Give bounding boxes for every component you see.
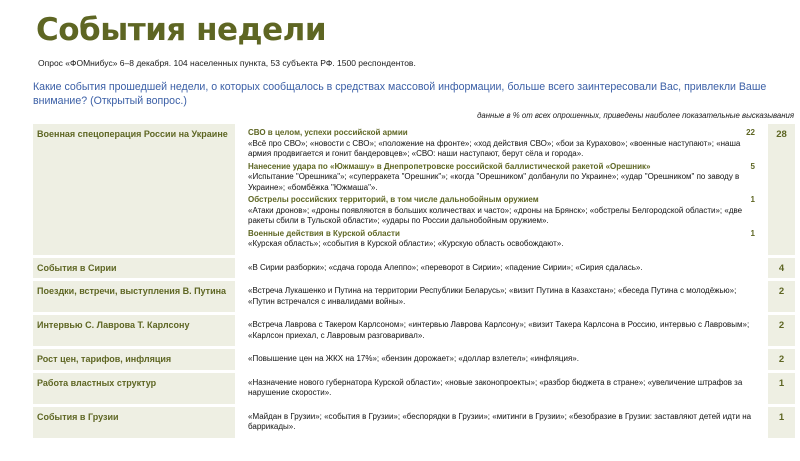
category-quotes: «В Сирии разборки»; «сдача города Алеппо»; «переворот в Сирии»; «падение Сирии»; «Сирия сдалась».: [248, 262, 643, 272]
category-quotes: «Встреча Лукашенко и Путина на территории Республики Беларусь»; «визит Путина в Казахстан»; «беседа Путина с молодёжью»; «Путин встречался с инвалидами войны».: [248, 286, 737, 306]
category-label: События в Грузии: [33, 407, 238, 438]
category-details: [238, 124, 765, 255]
subcategory-quotes: «Атаки дронов»; «дроны появляются в больших количествах и часто»; «дроны на Брянск»; «обстрелы Белгородской области»; «две ракеты сбили в Тульской области»; «удары по России дальнобойным оружием».: [248, 205, 743, 225]
category-label: Военная спецоперация России на Украине: [33, 124, 238, 255]
category-quotes: «Повышение цен на ЖКХ на 17%»; «бензин дорожает»; «доллар взлетел»; «инфляция».: [248, 354, 579, 363]
subcategory-title: Военные действия в Курской области: [248, 228, 400, 238]
subcategory-quotes: «Всё про СВО»; «новости с СВО»; «положение на фронте»; «ход действия СВО»; «бои за Курахово»; «военные наступают»; «наша армия продвигается и гонит бандеровцев»; «СВО: наши наступают, берут сёла и города».: [248, 138, 741, 158]
category-label: Работа властных структур: [33, 373, 238, 404]
subcategory-header: [248, 229, 759, 240]
table-row: [33, 255, 795, 279]
table-row: [33, 124, 795, 255]
results-table: [33, 124, 795, 438]
category-label: Рост цен, тарифов, инфляция: [33, 349, 238, 370]
subcategory-quotes: «Испытание "Орешника"»; «суперракета "Орешник"»; «когда "Орешником" долбанули по Украине»; «удар "Орешником" по заводу в Украине»; «бомбёжка "Южмаша"».: [248, 172, 740, 192]
table-row: [33, 346, 795, 370]
category-quotes: «Майдан в Грузии»; «события в Грузии»; «беспорядки в Грузии»; «митинги в Грузии»; «безобразие в Грузии: заставляют детей идти на баррикады».: [248, 411, 752, 431]
total-value: 28: [765, 124, 795, 255]
subcategory-header: [248, 162, 759, 173]
subcategory-title: Обстрелы российских территорий, в том числе дальнобойным оружием: [248, 195, 539, 204]
total-value: 2: [765, 315, 795, 346]
category-label: Интервью С. Лаврова Т. Карлсону: [33, 315, 238, 346]
survey-question: Какие события прошедшей недели, о которых сообщалось в средствах массовой информации, больше всего заинтересовали Вас, привлекли Ваше внимание? (Открытый вопрос.): [33, 81, 767, 107]
subcategory-value: 1: [750, 228, 755, 238]
data-note: данные в % от всех опрошенных, приведены наиболее показательные высказывания: [477, 111, 794, 120]
subcategory-header: [248, 128, 759, 139]
subcategory-title: Нанесение удара по «Южмашу» в Днепропетровске российской баллистической ракетой «Орешник»: [248, 161, 651, 171]
subcategory-title: СВО в целом, успехи российской армии: [248, 128, 408, 137]
category-label: События в Сирии: [33, 258, 238, 279]
table-row: [33, 278, 795, 312]
category-label: Поездки, встречи, выступления В. Путина: [33, 281, 238, 312]
total-value: 1: [765, 373, 795, 404]
total-value: 2: [765, 281, 795, 312]
subcategory-header: [248, 195, 759, 206]
subcategory-quotes: «Курская область»; «события в Курской области»; «Курскую область освобождают».: [248, 239, 564, 248]
total-value: 2: [765, 349, 795, 370]
page-title: События недели: [36, 12, 327, 48]
table-row: [33, 312, 795, 346]
subcategory-value: 5: [750, 161, 755, 171]
subcategory-value: 22: [746, 128, 755, 137]
category-quotes: «Назначение нового губернатора Курской области»; «новые законопроекты»; «разбор бюджета в стране»; «увеличение штрафов за нарушение скорости».: [248, 377, 743, 397]
survey-info: Опрос «ФОМнибус» 6–8 декабря. 104 населенных пункта, 53 субъекта РФ. 1500 респондентов.: [38, 58, 416, 68]
table-row: [33, 370, 795, 404]
table-row: [33, 404, 795, 438]
total-value: 1: [765, 407, 795, 438]
total-value: 4: [765, 258, 795, 279]
subcategory-value: 1: [750, 195, 755, 204]
category-quotes: «Встреча Лаврова с Такером Карлсоном»; «интервью Лаврова Карлсону»; «визит Такера Карлсона в Россию, интервью с Лавровым»; «Карлсон приехал, с Лавровым разговаривал».: [248, 320, 750, 340]
